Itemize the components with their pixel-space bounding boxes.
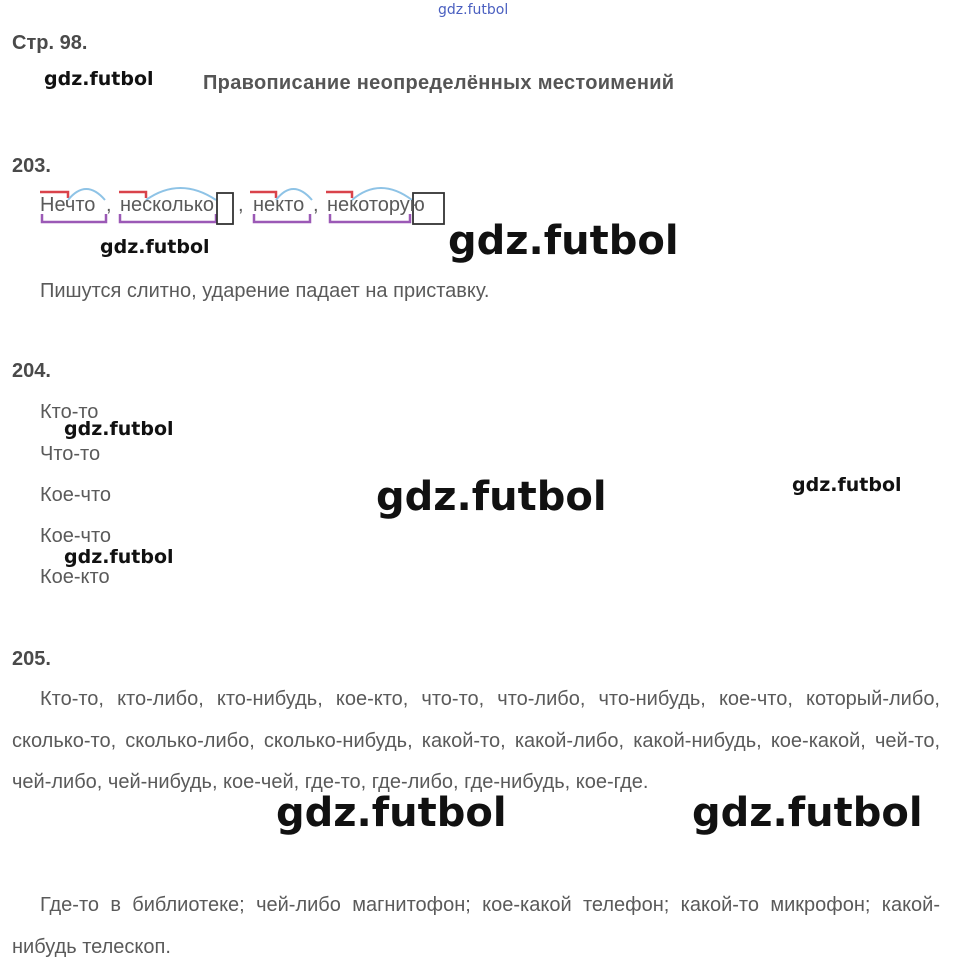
exercise-204-number: 204.	[12, 360, 51, 382]
list-item: Кое-что	[40, 484, 112, 506]
page-label: Стр. 98.	[12, 32, 88, 54]
list-item: Что-то	[40, 443, 101, 465]
watermark: gdz.futbol	[376, 474, 607, 520]
list-item: Кое-что	[40, 525, 112, 547]
watermark: gdz.futbol	[692, 790, 923, 836]
exercise-205-number: 205.	[12, 648, 51, 670]
watermark: gdz.futbol	[792, 474, 902, 496]
watermark: gdz.futbol	[100, 236, 210, 258]
separator: ,	[106, 194, 112, 216]
exercise-205-paragraph-2: Где-то в библиотеке; чей-либо магнитофон; кое-какой телефон; какой-то микрофон; какой-нибудь телескоп.	[12, 894, 940, 958]
watermark: gdz.futbol	[448, 218, 679, 264]
watermark: gdz.futbol	[64, 418, 174, 440]
ending-box	[217, 193, 233, 224]
watermark: gdz.futbol	[276, 790, 507, 836]
watermark: gdz.futbol	[44, 68, 154, 90]
list-item: Кое-кто	[40, 566, 110, 588]
exercise-203-number: 203.	[12, 155, 51, 177]
separator: ,	[313, 194, 319, 216]
exercise-203-explanation: Пишутся слитно, ударение падает на приставку.	[40, 280, 490, 302]
list-item: Кто-то	[40, 401, 99, 423]
word-neskolko: несколько	[120, 194, 215, 216]
watermark: gdz.futbol	[64, 546, 174, 568]
separator: ,	[238, 194, 244, 216]
word-nekotoruyu: некоторую	[327, 194, 425, 216]
page-title: Правописание неопределённых местоимений	[203, 72, 675, 94]
word-nechto: Нечто	[40, 194, 96, 216]
word-nekto: некто	[253, 194, 305, 216]
exercise-205-paragraph-1: Кто-то, кто-либо, кто-нибудь, кое-кто, что-то, что-либо, что-нибудь, кое-что, который-либо, сколько-то, сколько-либо, сколько-нибудь, какой-то, какой-либо, какой-нибудь, кое-какой, чей-то, чей-либо, чей-нибудь, кое-чей, где-то, где-либо, где-нибудь, кое-где.	[12, 688, 940, 793]
watermark-top: gdz.futbol	[438, 2, 509, 18]
